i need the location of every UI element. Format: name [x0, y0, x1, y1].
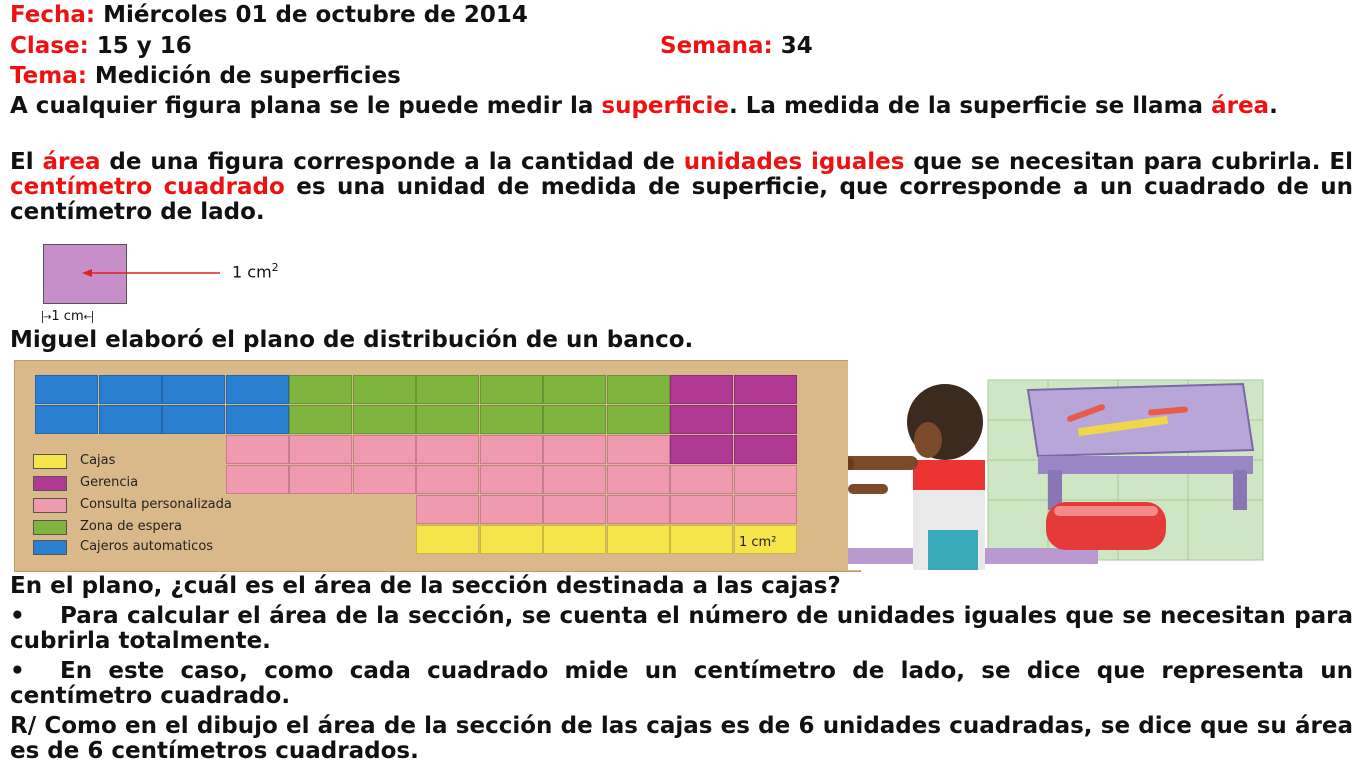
answer-paragraph: R/ Como en el dibujo el área de la sección de las cajas es de 6 unidades cuadradas, se dice que su área es de 6 centímetros cuadrados.: [10, 713, 1353, 764]
plan-cell: [670, 405, 733, 434]
para1-highlight-superficie: superficie: [601, 93, 730, 119]
plan-cell: [607, 375, 670, 404]
plan-cell: [670, 435, 733, 464]
plan-cell: [416, 465, 479, 494]
plan-cell: [99, 405, 162, 434]
para2-text-2: de una figura corresponde a la cantidad de: [100, 149, 684, 175]
plan-cell: [416, 495, 479, 524]
plan-cell: [353, 405, 416, 434]
plan-cell: [607, 525, 670, 554]
plan-cell: [607, 405, 670, 434]
topic-label: Tema:: [10, 63, 87, 89]
plan-cell: [416, 525, 479, 554]
area-paragraph: [10, 150, 1353, 225]
plan-cell: [670, 465, 733, 494]
plan-cell: [35, 405, 98, 434]
plan-cell: [226, 435, 289, 464]
date-line: [10, 2, 528, 28]
bullet-count-squares: [10, 604, 1353, 654]
plan-cell: [162, 375, 225, 404]
topic-value: Medición de superficies: [86, 63, 401, 89]
plan-cell: [353, 375, 416, 404]
class-value: 15 y 16: [88, 33, 192, 59]
para1-highlight-area: área: [1211, 93, 1270, 119]
plan-cell: [35, 375, 98, 404]
plan-cell: [543, 375, 606, 404]
para1-text-3: .: [1269, 93, 1278, 119]
plan-cell: [353, 465, 416, 494]
para2-highlight-unidades: unidades iguales: [683, 149, 905, 175]
plan-cell: [353, 435, 416, 464]
plan-cell: [416, 405, 479, 434]
classroom-illustration: [848, 360, 1268, 570]
plan-cell: [670, 525, 733, 554]
para1-text-2: . La medida de la superficie se llama: [729, 93, 1212, 119]
plan-cell: [480, 375, 543, 404]
plan-cell: [289, 465, 352, 494]
plan-cell: [607, 465, 670, 494]
date-value: Miércoles 01 de octubre de 2014: [95, 2, 528, 28]
unit-area-label: 1 $cm^2$: [232, 261, 279, 282]
bullet-unit-square: [10, 659, 1353, 709]
plan-cell: [289, 375, 352, 404]
plan-cell: [670, 495, 733, 524]
plan-intro: Miguel elaboró el plano de distribución de un banco.: [10, 327, 694, 353]
para2-text-3: que se necesitan para cubrirla. El: [904, 149, 1353, 175]
plan-cell: [734, 405, 797, 434]
para2-text-4: es una unidad de medida de superficie, que corresponde a un cuadrado de un centímetro de lado.: [10, 174, 1353, 225]
plan-cell: [416, 435, 479, 464]
definition-paragraph: [10, 94, 1353, 119]
week-label: Semana:: [660, 33, 773, 59]
date-label: Fecha:: [10, 2, 96, 28]
plan-cell: [226, 465, 289, 494]
plan-cell: [734, 435, 797, 464]
para2-highlight-area: área: [42, 149, 101, 175]
plan-cell: [162, 405, 225, 434]
plan-cell: [734, 375, 797, 404]
legend-swatch: [33, 476, 67, 491]
topic-line: [10, 63, 401, 89]
bullet-2-text: En este caso, como cada cuadrado mide un centímetro de lado, se dice que representa un centímetro cuadrado.: [10, 658, 1353, 709]
plan-cell: [543, 465, 606, 494]
plan-cell: [734, 465, 797, 494]
unit-side-measure: →1 cm←: [43, 309, 92, 324]
legend-swatch: [33, 540, 67, 555]
plan-cell: [480, 405, 543, 434]
para2-highlight-cm2: centímetro cuadrado: [10, 174, 285, 200]
class-line: [10, 33, 192, 59]
plan-cell: [416, 375, 479, 404]
plan-cell: [480, 495, 543, 524]
week-line: [660, 33, 813, 59]
unit-square-figure: [40, 242, 320, 328]
plan-cell: [289, 405, 352, 434]
plan-cell: [480, 465, 543, 494]
plan-cell: [670, 375, 733, 404]
plan-unit-label: 1 cm²: [739, 535, 777, 550]
chair: [1046, 502, 1166, 550]
plan-cell: [480, 435, 543, 464]
plan-cell: [543, 525, 606, 554]
week-value: 34: [772, 33, 813, 59]
plan-cell: [607, 495, 670, 524]
legend-swatch: [33, 498, 67, 513]
legend-swatch: [33, 454, 67, 469]
plan-cell: [734, 495, 797, 524]
plan-cell: [543, 435, 606, 464]
plan-cell: [226, 375, 289, 404]
plan-cell: [99, 375, 162, 404]
para2-text-1: El: [10, 149, 43, 175]
plan-cell: [289, 435, 352, 464]
plan-cell: [607, 435, 670, 464]
plan-cell: [226, 405, 289, 434]
bank-floor-plan: Cajas Gerencia Consulta personalizada Zona de espera Cajeros automaticos 1 cm²: [14, 360, 861, 572]
plan-cell: [480, 525, 543, 554]
legend-swatch: [33, 520, 67, 535]
class-label: Clase:: [10, 33, 89, 59]
plan-cell: [543, 405, 606, 434]
question: En el plano, ¿cuál es el área de la sección destinada a las cajas?: [10, 573, 841, 599]
plan-cell: [543, 495, 606, 524]
bullet-1-text: Para calcular el área de la sección, se cuenta el número de unidades iguales que se necesitan para cubrirla totalmente.: [10, 603, 1353, 654]
bullet-symbol: •: [10, 603, 25, 629]
bullet-symbol: •: [10, 658, 25, 684]
para1-text-1: A cualquier figura plana se le puede medir la: [10, 93, 602, 119]
